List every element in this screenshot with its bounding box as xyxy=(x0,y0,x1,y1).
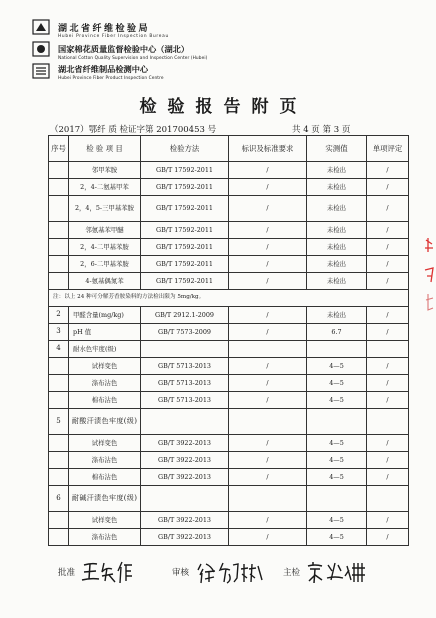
cell-measured: 未检出 xyxy=(307,273,367,290)
table-row xyxy=(49,486,409,512)
cell-method xyxy=(141,486,229,512)
cell-method: GB/T 17592-2011 xyxy=(141,196,229,222)
cell-evaluation xyxy=(367,341,409,358)
cell-measured: 4—5 xyxy=(307,358,367,375)
cell-method xyxy=(141,341,229,358)
cell-index: 3 xyxy=(49,324,69,341)
cell-method: GB/T 17592-2011 xyxy=(141,222,229,239)
note-cell: 注：以上 24 种可分解芳香胺染料的方法检出限为 5mg/kg。 xyxy=(49,290,409,307)
cell-evaluation: / xyxy=(367,358,409,375)
header-index: 序号 xyxy=(49,136,69,162)
cell-item: pH 值 xyxy=(69,324,141,341)
cell-item: 涤布沾色 xyxy=(69,375,141,392)
cell-index: 5 xyxy=(49,409,69,435)
cell-measured: 6.7 xyxy=(307,324,367,341)
cell-measured: 4—5 xyxy=(307,435,367,452)
cell-item: 4-氨基偶氮苯 xyxy=(69,273,141,290)
cell-method: GB/T 17592-2011 xyxy=(141,273,229,290)
table-row xyxy=(49,358,409,375)
report-number: （2017）鄂纤 质 检证字第 201700453 号 xyxy=(50,125,217,135)
cell-requirement: / xyxy=(229,392,307,409)
cell-evaluation: / xyxy=(367,452,409,469)
cell-method: GB/T 5713-2013 xyxy=(141,375,229,392)
cell-evaluation: / xyxy=(367,239,409,256)
table-row xyxy=(49,256,409,273)
cell-method: GB/T 17592-2011 xyxy=(141,179,229,196)
cell-evaluation: / xyxy=(367,469,409,486)
org-name-en-1: Hubei Province Fiber Inspection Bureau xyxy=(58,34,169,39)
cell-method: GB/T 3922-2013 xyxy=(141,512,229,529)
table-row xyxy=(49,239,409,256)
table-row xyxy=(49,392,409,409)
cell-index xyxy=(49,512,69,529)
table-row xyxy=(49,469,409,486)
cell-requirement: / xyxy=(229,529,307,546)
cell-item: 2，4，5-三甲基苯胺 xyxy=(69,196,141,222)
edge-stamp-marks xyxy=(422,230,436,320)
inspector-label: 主检 xyxy=(283,568,301,578)
table-row xyxy=(49,375,409,392)
cell-measured: 未检出 xyxy=(307,179,367,196)
cell-method: GB/T 3922-2013 xyxy=(141,529,229,546)
cell-item: 耐碱汗渍色牢度(级) xyxy=(69,486,141,512)
cell-requirement: / xyxy=(229,256,307,273)
cell-requirement: / xyxy=(229,375,307,392)
approver-signature xyxy=(80,556,136,586)
cell-evaluation: / xyxy=(367,196,409,222)
cell-method xyxy=(141,409,229,435)
cell-index: 6 xyxy=(49,486,69,512)
review-label: 审核 xyxy=(172,568,190,578)
cell-measured xyxy=(307,409,367,435)
org-name-cn-2: 国家棉花质量监督检验中心（湖北） xyxy=(58,44,190,54)
cell-index xyxy=(49,358,69,375)
cell-evaluation: / xyxy=(367,179,409,196)
table-note-row xyxy=(49,290,409,307)
org-name-en-3: Hubei Province Fiber Product Inspection Centre xyxy=(58,76,164,81)
cell-method: GB/T 17592-2011 xyxy=(141,162,229,179)
table-row xyxy=(49,341,409,358)
cell-method: GB/T 5713-2013 xyxy=(141,358,229,375)
cell-requirement xyxy=(229,486,307,512)
cell-requirement: / xyxy=(229,435,307,452)
cell-measured: 4—5 xyxy=(307,392,367,409)
cell-method: GB/T 5713-2013 xyxy=(141,392,229,409)
cell-measured xyxy=(307,486,367,512)
cell-measured: 未检出 xyxy=(307,222,367,239)
cell-method: GB/T 2912.1-2009 xyxy=(141,307,229,324)
cell-evaluation: / xyxy=(367,162,409,179)
cell-item: 甲醛含量(mg/kg) xyxy=(69,307,141,324)
approve-label: 批准 xyxy=(58,568,76,578)
cell-measured: 4—5 xyxy=(307,375,367,392)
cell-index xyxy=(49,256,69,273)
page-title: 检验报告附页 xyxy=(139,97,308,117)
cell-evaluation: / xyxy=(367,512,409,529)
cell-measured: 未检出 xyxy=(307,196,367,222)
cell-measured: 4—5 xyxy=(307,512,367,529)
table-row xyxy=(49,324,409,341)
inspection-table xyxy=(48,135,409,546)
cell-evaluation: / xyxy=(367,529,409,546)
bureau-logo xyxy=(30,18,52,84)
cell-requirement xyxy=(229,341,307,358)
header-evaluation: 单项评定 xyxy=(367,136,409,162)
cell-requirement: / xyxy=(229,239,307,256)
inspector-signature xyxy=(305,556,367,586)
cell-measured: 4—5 xyxy=(307,469,367,486)
cell-requirement: / xyxy=(229,196,307,222)
cell-index xyxy=(49,239,69,256)
cell-requirement: / xyxy=(229,179,307,196)
table-row xyxy=(49,273,409,290)
cell-item: 2，6-二甲基苯胺 xyxy=(69,256,141,273)
cell-requirement: / xyxy=(229,324,307,341)
cell-measured: 未检出 xyxy=(307,256,367,273)
cell-index xyxy=(49,435,69,452)
table-row xyxy=(49,512,409,529)
cell-item: 2，4-二氨基甲苯 xyxy=(69,179,141,196)
cell-item: 试样变色 xyxy=(69,435,141,452)
cell-method: GB/T 17592-2011 xyxy=(141,256,229,273)
cell-item: 涤布沾色 xyxy=(69,452,141,469)
cell-item: 棉布沾色 xyxy=(69,392,141,409)
org-name-cn-1: 湖北省纤维检验局 xyxy=(58,24,151,34)
cell-measured: 未检出 xyxy=(307,162,367,179)
cell-index: 4 xyxy=(49,341,69,358)
cell-evaluation: / xyxy=(367,392,409,409)
cell-item: 试样变色 xyxy=(69,512,141,529)
table-body xyxy=(49,162,409,546)
cell-evaluation: / xyxy=(367,273,409,290)
cell-item: 试样变色 xyxy=(69,358,141,375)
cell-index xyxy=(49,162,69,179)
cell-index xyxy=(49,179,69,196)
cell-evaluation: / xyxy=(367,324,409,341)
cell-item: 2，4-二甲基苯胺 xyxy=(69,239,141,256)
cell-evaluation: / xyxy=(367,307,409,324)
table-header-row xyxy=(49,136,409,162)
header-method: 检验方法 xyxy=(141,136,229,162)
cell-index xyxy=(49,196,69,222)
cell-item: 邻甲苯胺 xyxy=(69,162,141,179)
cell-item: 棉布沾色 xyxy=(69,469,141,486)
cell-requirement: / xyxy=(229,358,307,375)
table-row xyxy=(49,529,409,546)
org-name-cn-3: 湖北省纤维制品检测中心 xyxy=(58,64,149,74)
table-row xyxy=(49,196,409,222)
cell-measured: 未检出 xyxy=(307,307,367,324)
cell-method: GB/T 7573-2009 xyxy=(141,324,229,341)
cell-index xyxy=(49,375,69,392)
cell-evaluation: / xyxy=(367,375,409,392)
cell-measured: 未检出 xyxy=(307,239,367,256)
cell-evaluation xyxy=(367,486,409,512)
cell-measured xyxy=(307,341,367,358)
cell-method: GB/T 3922-2013 xyxy=(141,435,229,452)
table-row xyxy=(49,452,409,469)
cell-index xyxy=(49,469,69,486)
cell-item: 邻氨基苯甲醚 xyxy=(69,222,141,239)
cell-item: 耐水色牢度(级) xyxy=(69,341,141,358)
cell-requirement: / xyxy=(229,222,307,239)
cell-requirement: / xyxy=(229,162,307,179)
cell-measured: 4—5 xyxy=(307,529,367,546)
cell-measured: 4—5 xyxy=(307,452,367,469)
cell-requirement: / xyxy=(229,307,307,324)
cell-index: 2 xyxy=(49,307,69,324)
page-count: 共 4 页 第 3 页 xyxy=(292,125,351,135)
cell-index xyxy=(49,273,69,290)
table-row xyxy=(49,162,409,179)
cell-evaluation: / xyxy=(367,256,409,273)
cell-item: 耐酸汗渍色牢度(级) xyxy=(69,409,141,435)
cell-evaluation xyxy=(367,409,409,435)
table-row xyxy=(49,409,409,435)
cell-index xyxy=(49,392,69,409)
cell-index xyxy=(49,452,69,469)
table-row xyxy=(49,307,409,324)
cell-requirement: / xyxy=(229,469,307,486)
cell-index xyxy=(49,529,69,546)
cell-requirement xyxy=(229,409,307,435)
cell-method: GB/T 17592-2011 xyxy=(141,239,229,256)
header-measured: 实测值 xyxy=(307,136,367,162)
cell-item: 涤布沾色 xyxy=(69,529,141,546)
cell-requirement: / xyxy=(229,273,307,290)
reviewer-signature xyxy=(196,556,266,586)
org-name-en-2: National Cotton Quality Supervision and Inspection Center (Hubei) xyxy=(58,56,208,61)
table-row xyxy=(49,222,409,239)
cell-evaluation: / xyxy=(367,222,409,239)
cell-index xyxy=(49,222,69,239)
cell-requirement: / xyxy=(229,452,307,469)
header-requirement: 标识及标准要求 xyxy=(229,136,307,162)
cell-method: GB/T 3922-2013 xyxy=(141,452,229,469)
cell-requirement: / xyxy=(229,512,307,529)
table-row xyxy=(49,435,409,452)
header-item: 检 验 项 目 xyxy=(69,136,141,162)
cell-evaluation: / xyxy=(367,435,409,452)
table-row xyxy=(49,179,409,196)
cell-method: GB/T 3922-2013 xyxy=(141,469,229,486)
